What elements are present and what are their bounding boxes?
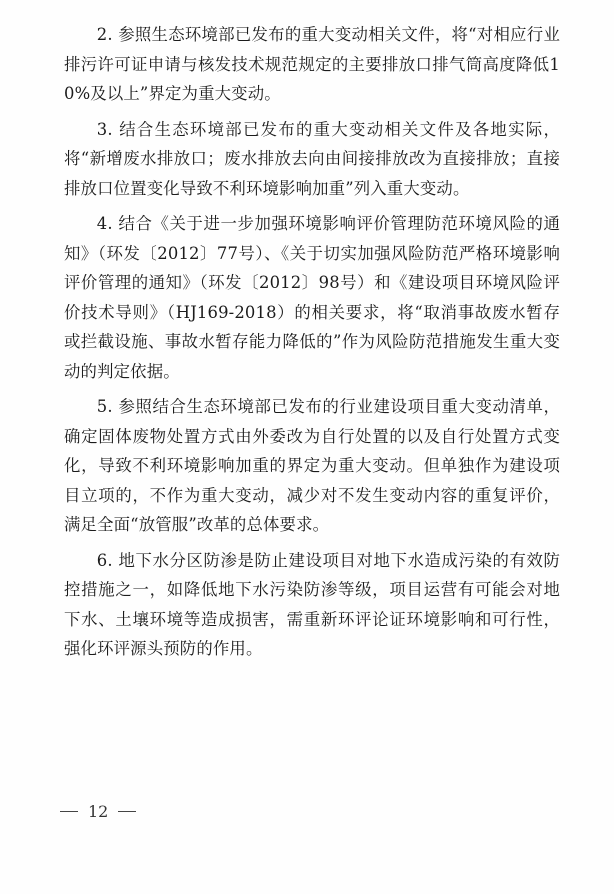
page-number: 12 [88,802,109,821]
document-body [64,20,560,670]
left-dash [60,811,78,812]
paragraph-item-4: 4. 结合《关于进一步加强环境影响评价管理防范环境风险的通知》（环发〔2012〕77号）、《关于切实加强风险防范严格环境影响评价管理的通知》（环发〔2012〕98号）和《建设项目环境风险评价技术导则》（HJ169-2018）的相关要求，将“取消事故废水暂存或拦截设施、事故水暂存能力降低的”作为风险防范措施发生重大变动的判定依据。 [64,214,560,381]
paragraph-item-3: 3. 结合生态环境部已发布的重大变动相关文件及各地实际，将“新增废水排放口；废水排放去向由间接排放改为直接排放；直接排放口位置变化导致不利环境影响加重”列入重大变动。 [64,119,560,198]
page-footer [60,802,136,821]
paragraph-item-5: 5. 参照结合生态环境部已发布的行业建设项目重大变动清单，确定固体废物处置方式由外委改为自行处置的以及自行处置方式变化，导致不利环境影响加重的界定为重大变动。但单独作为建设项目立项的，不作为重大变动，减少对不发生变动内容的重复评价，满足全面“放管服”改革的总体要求。 [64,397,560,534]
paragraph-item-2: 2. 参照生态环境部已发布的重大变动相关文件，将“对相应行业排污许可证申请与核发技术规范规定的主要排放口排气筒高度降低10%及以上”界定为重大变动。 [64,25,560,103]
right-dash [118,811,136,812]
paragraph-item-6: 6. 地下水分区防渗是防止建设项目对地下水造成污染的有效防控措施之一，如降低地下水污染防渗等级，项目运营有可能会对地下水、土壤环境等造成损害，需重新环评论证环境影响和可行性，强化环评源头预防的作用。 [64,550,560,658]
